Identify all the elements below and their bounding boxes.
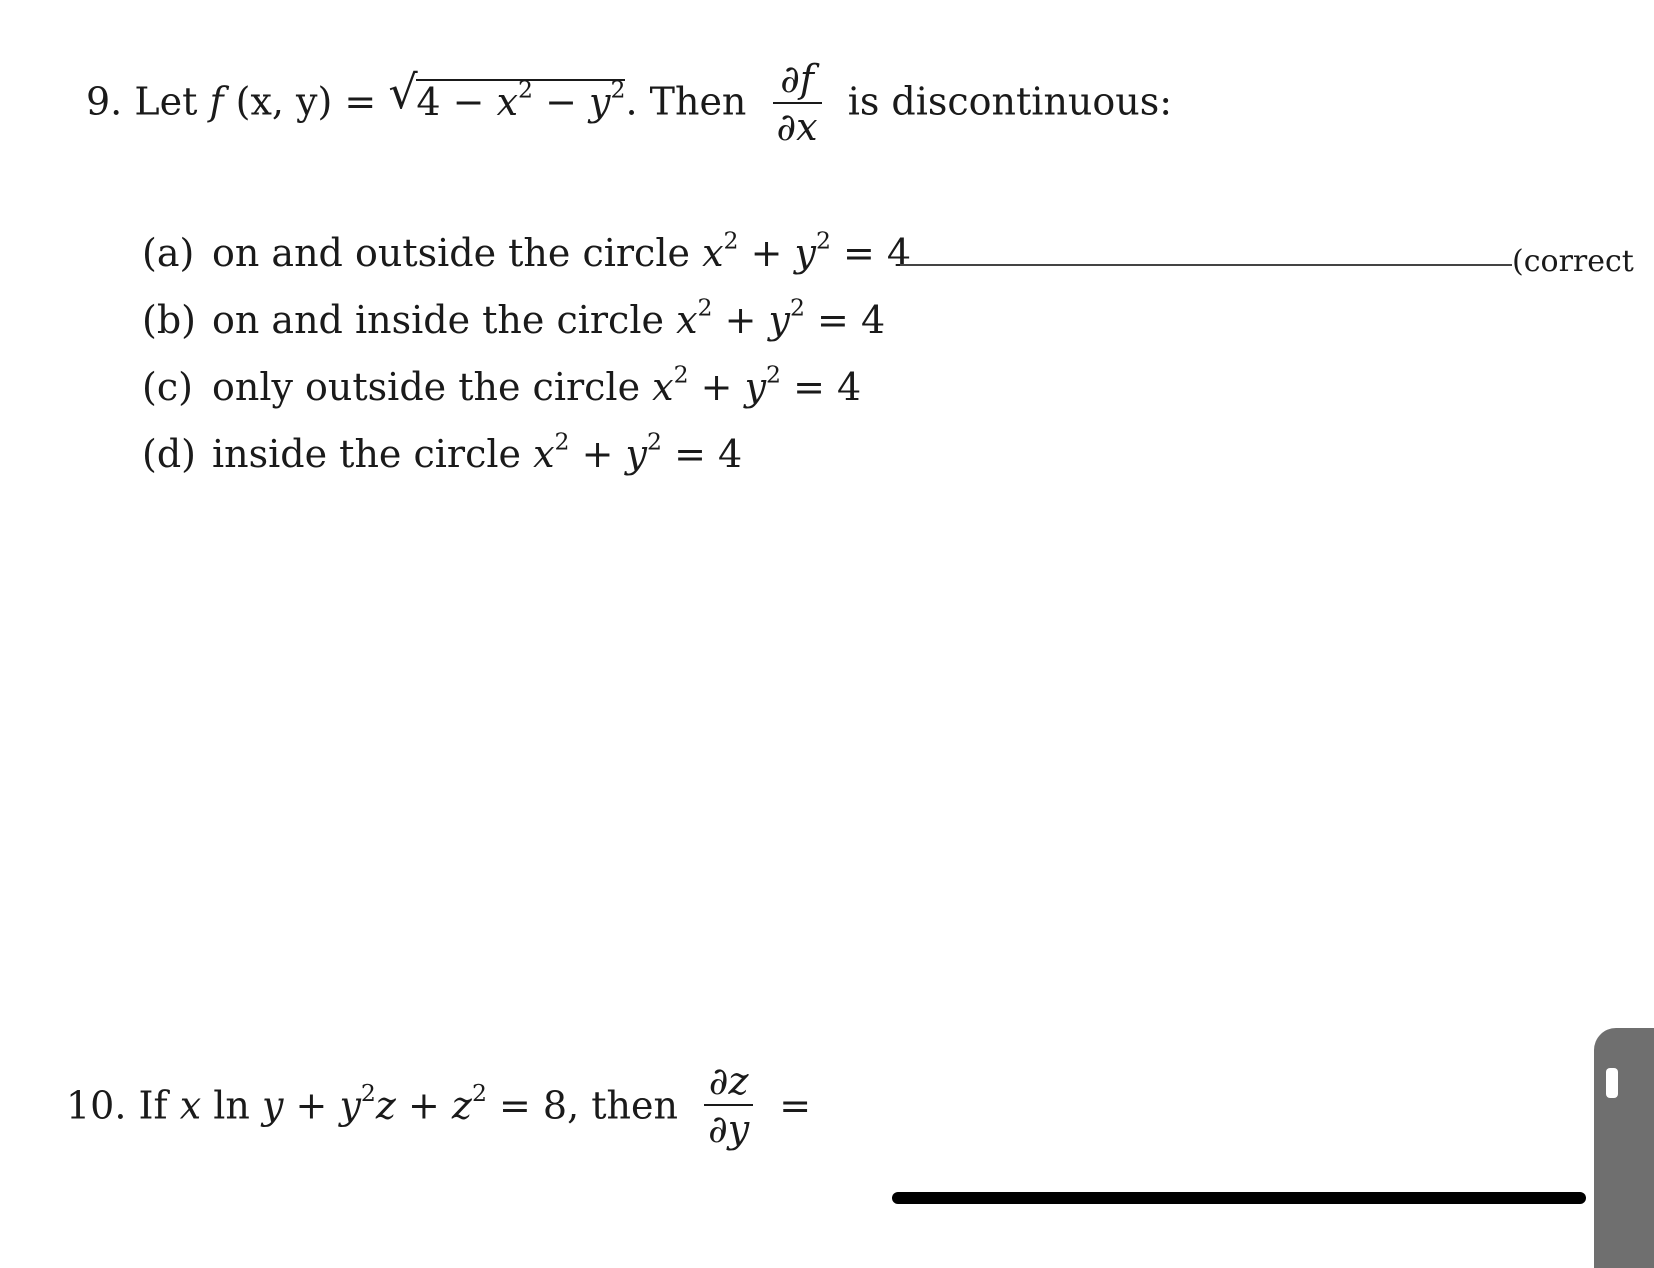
answer-line (900, 264, 1512, 266)
option-text: only outside the circle (212, 365, 641, 409)
final-equals: = (779, 1083, 812, 1128)
question-9: 9. Let f (x, y) = √ $4 - x^2 - y^2$. Then $\frac{\partial f}{\partial x}$ is discontinuous: (86, 57, 1173, 149)
radical-sign-icon: √ (388, 64, 418, 119)
fraction-denominator: ∂y (708, 1107, 750, 1151)
question-tail: is discontinuous: (847, 79, 1173, 124)
option-text: on and inside the circle (212, 298, 664, 342)
then-word: Then (649, 79, 747, 124)
option-d: (d) inside the circle $x^2 + y^2 = 4$ (142, 427, 743, 476)
question-number: 9. (86, 79, 123, 124)
fraction-numerator: ∂f (773, 60, 822, 104)
option-text: on and outside the circle (212, 231, 690, 275)
function-name: f (209, 79, 224, 124)
option-b: (b) on and inside the circle $x^2 + y^2 = 4$ (142, 293, 886, 342)
option-label: (a) (142, 231, 195, 275)
answer-note: (correct (1512, 244, 1634, 279)
question-10: 10. If x $\ln y + y^2z + z^2 = 8$, then $\frac{\partial z}{\partial y}$ = (66, 1059, 812, 1151)
question-number: 10. (66, 1083, 127, 1128)
if-word: If (138, 1083, 168, 1128)
square-root-expression: √ $4 - x^2 - y^2$ (388, 64, 626, 124)
option-label: (c) (142, 365, 193, 409)
partial-derivative-fraction (773, 57, 822, 149)
option-c: (c) only outside the circle $x^2 + y^2 = 4$ (142, 360, 862, 409)
option-label: (d) (142, 432, 196, 476)
option-text: inside the circle (212, 432, 522, 476)
option-label: (b) (142, 298, 196, 342)
fraction-denominator: ∂x (776, 105, 818, 149)
function-args: (x, y) = (235, 79, 377, 124)
side-panel-handle[interactable] (1594, 1028, 1654, 1268)
let-word: Let (134, 79, 198, 124)
home-indicator-bar[interactable] (892, 1192, 1586, 1204)
option-a: (a) on and outside the circle $x^2 + y^2 = 4$ (142, 226, 912, 275)
fraction-numerator: ∂z (704, 1062, 753, 1106)
partial-derivative-fraction (704, 1059, 753, 1151)
